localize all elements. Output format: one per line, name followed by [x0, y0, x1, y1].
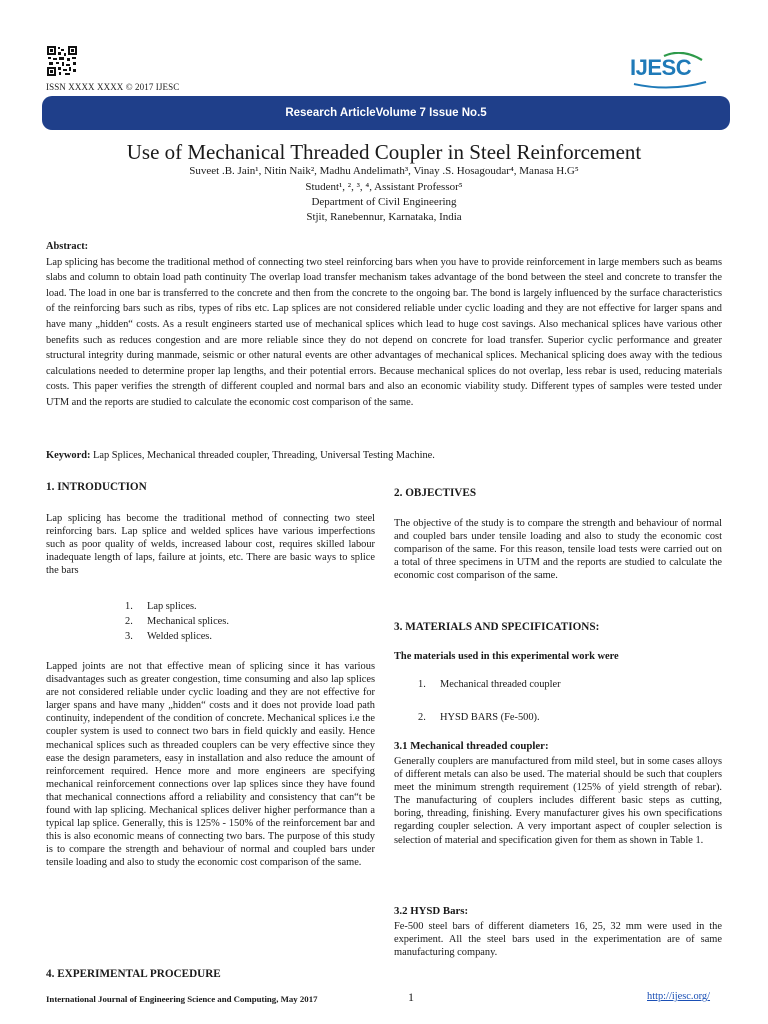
list-item: 1. Lap splices. [125, 601, 197, 612]
hysd-heading: 3.2 HYSD Bars: [394, 905, 469, 917]
abstract-text: Lap splicing has become the traditional method of connecting two steel reinforcing bars when you have to provide reinforcement in large members such as beams slabs and column to obtain load path continuity The overlap load transfer mechanism takes advantage of the bond between the steel and concrete to transfer the load. The load in one bar is transferred to the concrete and then from the concrete to the ongoing bar. The bond is largely influenced by the surface characteristics of the reinforcing bars such as ribs, types of ribs etc. Lap splices are not considered reliable under cyclic loading and they are not effective for larger spans and have many „hidden“ costs. As a result engineers started use of mechanical splices which lead to huge cost savings. Also mechanical splices have various other benefits such as reduces congestion and are more reliable since they do not depend on concrete for load transfer. Superior cyclic performance and greater structural integrity during manmade, seismic or other natural events are other advantages of mechanical splices. Mechanical splicing does away with the tedious calculations needed to determine proper lap lengths, and their potential errors. Because mechanical splices do not overlap, less rebar is used, reducing materials costs. This paper verifies the strength of different coupled and normal bars and also an economic viability study. Different types of samples were tested under UTM and the reports are studied to calculate the economic cost comparison of the same. [46, 256, 722, 408]
department-line: Department of Civil Engineering [311, 196, 457, 208]
roles-line: Student¹, ², ³, ⁴, Assistant Professor⁵ [305, 181, 463, 193]
article-banner: Research ArticleVolume 7 Issue No.5 [42, 96, 730, 130]
intro-paragraph-2: Lapped joints are not that effective mean of splicing since it has various disadvantages such as greater congestion, time consuming and also lap splices are not considered reliable under cyclic loading and they are not effective for larger spans and have many „hidden“ costs and it does not provide load path continuity, independent of the condition of concrete. Mechanical splices i.e the coupler system is used to connect two bars in field quickly and easily. Hence mechanical splices such as threaded couplers can be very effective since they ease the design parameters, easy in installation and also reduce the amount of reinforcement required. Hence more and more engineers are specifying mechanical reinforcement connections over lap splices since they have found that mechanical connections afford a reliability and consistency that can“t be found with lap splicing. Mechanical splices deliver higher performance than a typical lap splice. Generally, this is 125% - 150% of the reinforcement bar and this is also economic means of connecting two bars. The purpose of this study is to compare the strength and behaviour of normal and coupled bars under tensile loading and also to study the economic cost comparison of the same. [46, 661, 375, 869]
qr-code [47, 46, 77, 76]
journal-link[interactable]: http://ijesc.org/ [647, 991, 711, 1002]
intro-heading: 1. INTRODUCTION [46, 481, 147, 493]
paper-title: Use of Mechanical Threaded Coupler in Steel Reinforcement [126, 140, 642, 164]
page-number: 1 [408, 990, 414, 1004]
abstract [46, 239, 722, 411]
list-item: 3. Welded splices. [125, 631, 212, 642]
abstract-heading: Abstract: [46, 241, 89, 252]
splice-types-list [125, 599, 229, 644]
materials-subheading: The materials used in this experimental work were [394, 651, 619, 662]
authors-line: Suveet .B. Jain¹, Nitin Naik², Madhu Andelimath³, Vinay .S. Hosagoudar⁴, Manasa H.G⁵ [189, 165, 579, 177]
list-item: 2. Mechanical splices. [125, 616, 229, 627]
list-item: 1. Mechanical threaded coupler [418, 679, 561, 690]
logo-text: IJESC [630, 55, 692, 80]
list-item: 2. HYSD BARS (Fe-500). [418, 712, 540, 723]
keyword-line [46, 450, 722, 461]
ijesc-logo [630, 52, 710, 92]
institution-line: Stjit, Ranebennur, Karnataka, India [306, 211, 462, 223]
objectives-heading: 2. OBJECTIVES [394, 487, 477, 499]
objectives-paragraph: The objective of the study is to compare the strength and behaviour of normal and coupled bars under tensile loading and also to study the economic cost comparison of the same. For this reason, tensile load tests were carried out on a total of three specimens in UTM and the reports are studied to calculate the economic cost comparison of the same. [394, 518, 722, 582]
intro-paragraph-1: Lap splicing has become the traditional method of connecting two steel reinforcing bars. Lap splice and welded splices have various imperfections such as poor quality of welds, increased labour cost, requires skilled labour inadequate length of laps, failure at joints, etc. There are basic ways to splice the bars [46, 513, 375, 577]
coupler-paragraph: Generally couplers are manufactured from mild steel, but in some cases alloys of different metals can also be used. The material should be such that couplers meet the minimum strength requirement (125% of yield strength of rebar). The manufacturing of couplers includes different basic steps as cutting, boring, threading, finishing. Every manufacturer gives his own specifications regarding coupler selection. A very important aspect of coupler selection is selection of material and specification given for them as shown in Table 1. [394, 756, 722, 846]
journal-footer: International Journal of Engineering Science and Computing, May 2017 [46, 994, 318, 1004]
keyword-label: Keyword: [46, 450, 91, 461]
issn-line: ISSN XXXX XXXX © 2017 IJESC [46, 82, 180, 92]
materials-heading: 3. MATERIALS AND SPECIFICATIONS: [394, 621, 600, 633]
experimental-heading: 4. EXPERIMENTAL PROCEDURE [46, 968, 221, 980]
keyword-text: Lap Splices, Mechanical threaded coupler, Threading, Universal Testing Machine. [90, 450, 435, 461]
hysd-paragraph: Fe-500 steel bars of different diameters 16, 25, 32 mm were used in the experiment. All the steel bars used in the experimentation are of same manufacturing company. [394, 921, 722, 959]
coupler-heading: 3.1 Mechanical threaded coupler: [394, 740, 549, 752]
materials-list [418, 679, 561, 725]
